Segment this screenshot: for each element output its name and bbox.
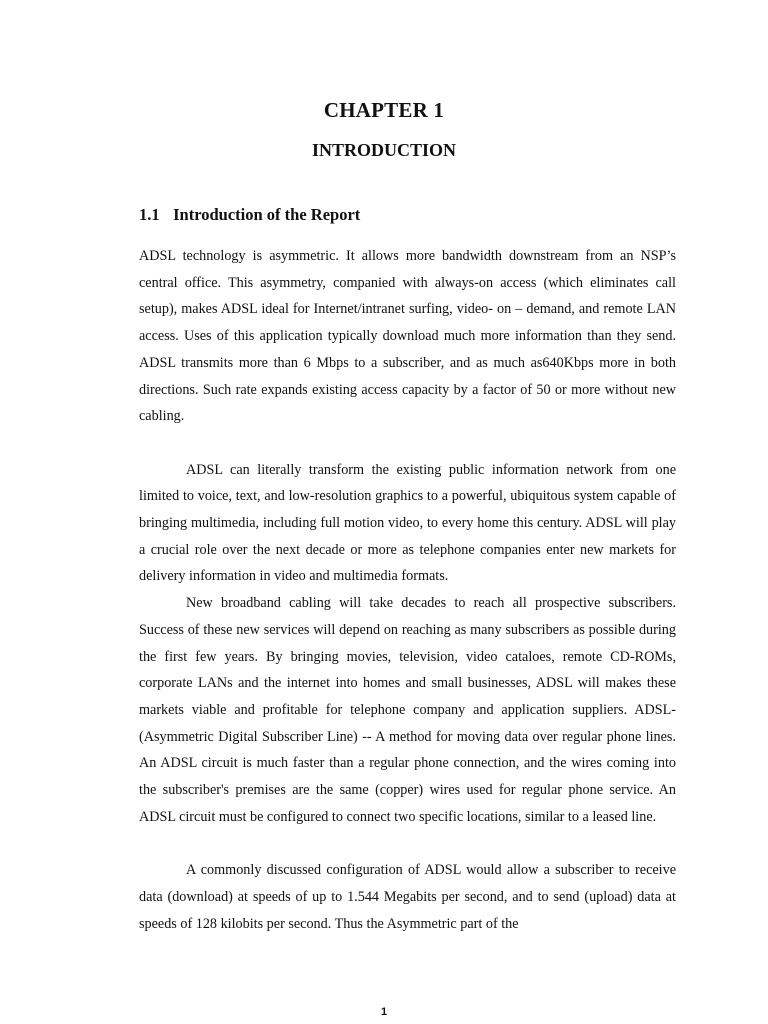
paragraph-3: New broadband cabling will take decades to reach all prospective subscribers. Success of these new services will depend on reaching as many subscribers as possible during the first few years. By bringing movies, television, video cataloes, remote CD-ROMs, corporate LANs and the internet into homes and small businesses, ADSL will makes these markets viable and profitable for telephone company and application suppliers. ADSL- (Asymmetric Digital Subscriber Line) -- A method for moving data over regular phone lines. An ADSL circuit is much faster than a regular phone connection, and the wires coming into the subscriber's premises are the same (copper) wires used for regular phone service. An ADSL circuit must be configured to connect two specific locations, similar to a leased line. [139, 595, 676, 825]
body-text [139, 243, 676, 937]
section-number: 1.1 [139, 205, 160, 224]
chapter-subtitle: INTRODUCTION [311, 140, 457, 160]
paragraph-1: ADSL technology is asymmetric. It allows more bandwidth downstream from an NSP’s central office. This asymmetry, companied with always-on access (which eliminates call setup), makes ADSL ideal for Internet/intranet surfing, video- on – demand, and remote LAN access. Uses of this application typically download much more information than they send. ADSL transmits more than 6 Mbps to a subscriber, and as much as640Kbps more in both directions. Such rate expands existing access capacity by a factor of 50 or more without new cabling. [139, 248, 676, 425]
chapter-title: CHAPTER 1 [323, 98, 445, 122]
paragraph-4: A commonly discussed configuration of ADSL would allow a subscriber to receive data (download) at speeds of up to 1.544 Megabits per second, and to send (upload) data at speeds of 128 kilobits per second. Thus the Asymmetric part of the [139, 862, 676, 932]
page-number: 1 [380, 1006, 388, 1018]
paragraph-2: ADSL can literally transform the existing public information network from one limited to voice, text, and low-resolution graphics to a powerful, ubiquitous system capable of bringing multimedia, including full motion video, to every home this century. ADSL will play a crucial role over the next decade or more as telephone companies enter new markets for delivery information in video and multimedia formats. [139, 461, 676, 585]
section-heading [139, 205, 360, 225]
section-title: Introduction of the Report [173, 205, 361, 224]
